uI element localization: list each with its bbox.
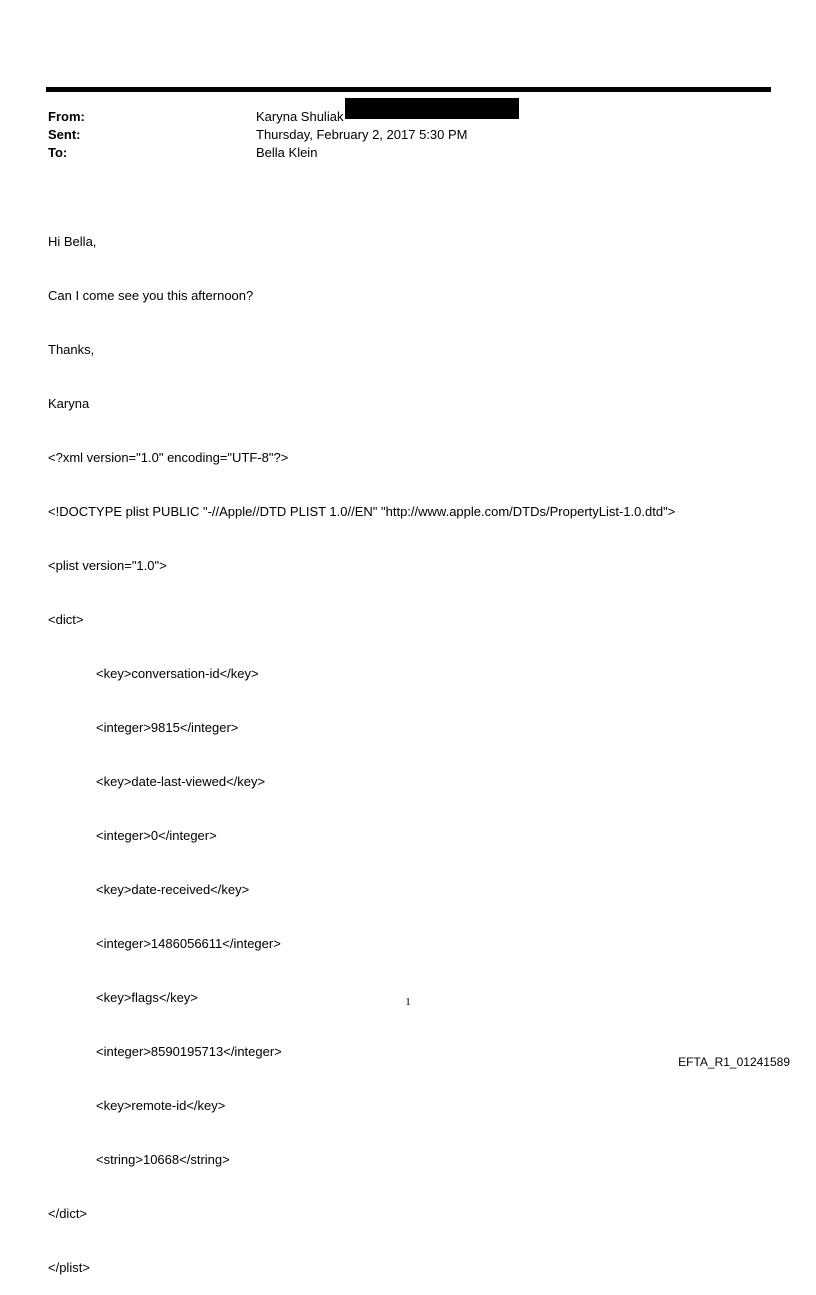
from-value: Karyna Shuliak bbox=[256, 109, 344, 124]
page-number: 1 bbox=[405, 996, 411, 1008]
to-label: To: bbox=[48, 145, 68, 160]
signature-line: Karyna bbox=[48, 396, 90, 411]
xml-declaration-line: <?xml version="1.0" encoding="UTF-8"?> bbox=[48, 450, 289, 465]
plist-entry-line: <string>10668</string> bbox=[96, 1152, 230, 1167]
plist-entry-line: <key>remote-id</key> bbox=[96, 1098, 226, 1113]
message-line: Can I come see you this afternoon? bbox=[48, 288, 254, 303]
plist-open-line: <plist version="1.0"> bbox=[48, 558, 167, 573]
plist-entry-line: <integer>9815</integer> bbox=[96, 720, 239, 735]
to-value: Bella Klein bbox=[256, 145, 318, 160]
plist-entry-line: <key>conversation-id</key> bbox=[96, 666, 259, 681]
sent-label: Sent: bbox=[48, 127, 81, 142]
plist-close-line: </plist> bbox=[48, 1260, 90, 1275]
plist-entry-line: <key>date-received</key> bbox=[96, 882, 250, 897]
signoff-line: Thanks, bbox=[48, 342, 95, 357]
dict-open-line: <dict> bbox=[48, 612, 84, 627]
plist-entry-line: <integer>0</integer> bbox=[96, 828, 217, 843]
from-label: From: bbox=[48, 109, 85, 124]
sent-value: Thursday, February 2, 2017 5:30 PM bbox=[256, 127, 468, 142]
greeting-line: Hi Bella, bbox=[48, 234, 97, 249]
bates-number: EFTA_R1_01241589 bbox=[678, 1055, 790, 1069]
plist-entry-line: <integer>8590195713</integer> bbox=[96, 1044, 282, 1059]
plist-entry-line: <key>date-last-viewed</key> bbox=[96, 774, 266, 789]
doctype-line: <!DOCTYPE plist PUBLIC "-//Apple//DTD PLIST 1.0//EN" "http://www.apple.com/DTDs/PropertyList-1.0.dtd"> bbox=[48, 504, 676, 519]
redaction-box bbox=[345, 98, 519, 119]
plist-entry-line: <key>flags</key> bbox=[96, 990, 198, 1005]
header-rule bbox=[46, 87, 771, 92]
email-body bbox=[48, 197, 675, 1295]
dict-close-line: </dict> bbox=[48, 1206, 88, 1221]
plist-entry-line: <integer>1486056611</integer> bbox=[96, 936, 281, 951]
